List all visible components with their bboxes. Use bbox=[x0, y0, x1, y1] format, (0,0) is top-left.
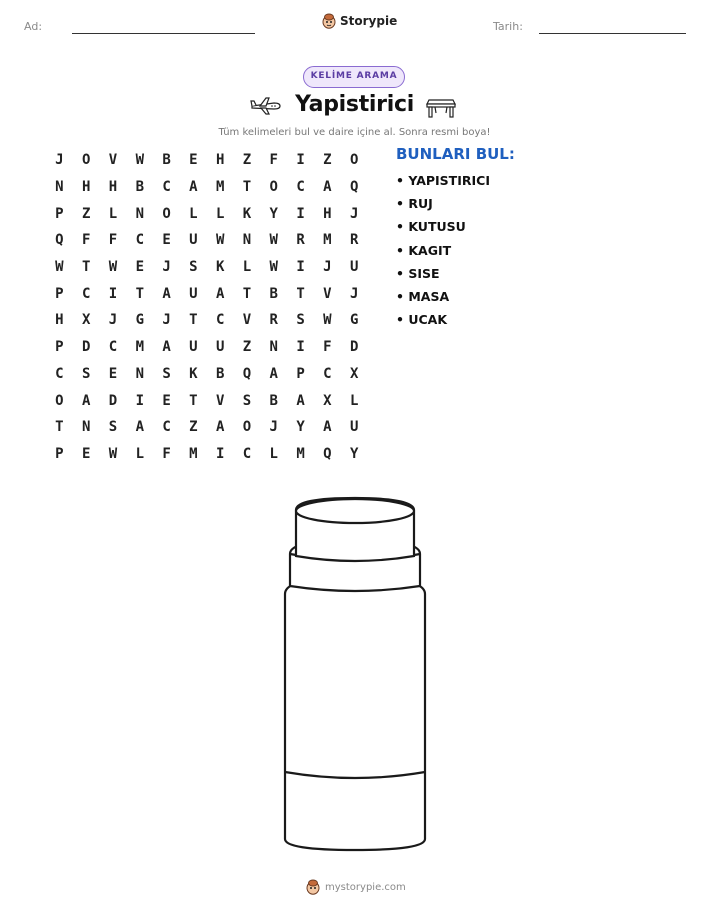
grid-letter[interactable]: E bbox=[135, 259, 144, 276]
grid-letter[interactable]: E bbox=[162, 392, 171, 409]
grid-letter[interactable]: P bbox=[55, 339, 64, 356]
brand-logo bbox=[322, 13, 397, 29]
activity-badge: KELİME ARAMA bbox=[303, 66, 405, 88]
grid-letter[interactable]: T bbox=[242, 179, 252, 196]
grid-letter[interactable]: T bbox=[189, 392, 198, 409]
grid-letter[interactable]: P bbox=[55, 285, 64, 302]
grid-letter[interactable]: C bbox=[162, 419, 171, 436]
grid-letter[interactable]: D bbox=[81, 339, 91, 356]
grid-letter[interactable]: Y bbox=[349, 445, 359, 462]
grid-letter[interactable]: O bbox=[55, 392, 64, 409]
grid-letter[interactable]: B bbox=[269, 392, 278, 409]
storypie-mascot-icon bbox=[306, 879, 320, 895]
grid-letter[interactable]: M bbox=[135, 339, 144, 356]
grid-row bbox=[46, 254, 368, 281]
grid-letter[interactable]: J bbox=[55, 152, 64, 169]
grid-letter[interactable]: A bbox=[162, 285, 171, 302]
grid-letter[interactable]: G bbox=[135, 312, 144, 329]
grid-letter[interactable]: N bbox=[269, 339, 278, 356]
grid-letter[interactable]: K bbox=[215, 259, 225, 276]
grid-letter[interactable]: L bbox=[215, 205, 225, 222]
grid-letter[interactable]: U bbox=[189, 232, 198, 249]
grid-letter[interactable]: S bbox=[162, 365, 171, 382]
grid-letter[interactable]: U bbox=[349, 259, 359, 276]
grid-letter[interactable]: J bbox=[108, 312, 118, 329]
grid-letter[interactable]: A bbox=[135, 419, 144, 436]
grid-letter[interactable]: N bbox=[135, 365, 144, 382]
grid-letter[interactable]: Q bbox=[55, 232, 64, 249]
grid-letter[interactable]: N bbox=[242, 232, 252, 249]
grid-letter[interactable]: W bbox=[108, 259, 118, 276]
grid-letter[interactable]: U bbox=[349, 419, 359, 436]
grid-letter[interactable]: M bbox=[323, 232, 332, 249]
grid-letter[interactable]: D bbox=[108, 392, 118, 409]
title-row bbox=[0, 92, 709, 122]
grid-letter[interactable]: W bbox=[323, 312, 332, 329]
grid-letter[interactable]: A bbox=[81, 392, 91, 409]
grid-letter[interactable]: R bbox=[296, 232, 305, 249]
grid-letter[interactable]: B bbox=[269, 285, 278, 302]
grid-letter[interactable]: M bbox=[215, 179, 225, 196]
grid-letter[interactable]: F bbox=[108, 232, 118, 249]
grid-letter[interactable]: Z bbox=[242, 339, 252, 356]
grid-letter[interactable]: M bbox=[189, 445, 198, 462]
grid-letter[interactable]: I bbox=[296, 152, 305, 169]
grid-letter[interactable]: C bbox=[296, 179, 305, 196]
grid-letter[interactable]: D bbox=[349, 339, 359, 356]
grid-letter[interactable]: X bbox=[323, 392, 332, 409]
grid-letter[interactable]: E bbox=[162, 232, 171, 249]
table-icon bbox=[426, 94, 456, 118]
grid-letter[interactable]: O bbox=[81, 152, 91, 169]
grid-row bbox=[46, 280, 368, 307]
grid-letter[interactable]: J bbox=[349, 285, 359, 302]
word-item: • YAPISTIRICI bbox=[396, 173, 490, 188]
grid-row bbox=[46, 307, 368, 334]
grid-letter[interactable]: T bbox=[189, 312, 198, 329]
grid-letter[interactable]: F bbox=[162, 445, 171, 462]
grid-letter[interactable]: L bbox=[349, 392, 359, 409]
grid-row bbox=[46, 414, 368, 441]
grid-letter[interactable]: J bbox=[162, 312, 171, 329]
grid-letter[interactable]: A bbox=[323, 179, 332, 196]
grid-letter[interactable]: R bbox=[269, 312, 278, 329]
grid-letter[interactable]: G bbox=[349, 312, 359, 329]
grid-letter[interactable]: W bbox=[215, 232, 225, 249]
word-list bbox=[396, 171, 490, 333]
grid-letter[interactable]: U bbox=[215, 339, 225, 356]
grid-letter[interactable]: J bbox=[162, 259, 171, 276]
grid-letter[interactable]: H bbox=[81, 179, 91, 196]
grid-letter[interactable]: T bbox=[296, 285, 305, 302]
grid-letter[interactable]: L bbox=[135, 445, 144, 462]
grid-letter[interactable]: H bbox=[323, 205, 332, 222]
grid-letter[interactable]: J bbox=[349, 205, 359, 222]
grid-letter[interactable]: E bbox=[189, 152, 198, 169]
grid-letter[interactable]: A bbox=[215, 285, 225, 302]
grid-letter[interactable]: V bbox=[242, 312, 252, 329]
grid-letter[interactable]: O bbox=[162, 205, 171, 222]
grid-letter[interactable]: R bbox=[349, 232, 359, 249]
grid-letter[interactable]: C bbox=[108, 339, 118, 356]
grid-letter[interactable]: L bbox=[269, 445, 278, 462]
grid-letter[interactable]: O bbox=[242, 419, 252, 436]
grid-letter[interactable]: Q bbox=[242, 365, 252, 382]
grid-row bbox=[46, 334, 368, 361]
glue-stick-illustration bbox=[280, 494, 430, 854]
date-label: Tarih: bbox=[493, 20, 523, 33]
page-title: Yapistirici bbox=[295, 92, 414, 117]
grid-letter[interactable]: E bbox=[108, 365, 118, 382]
grid-letter[interactable]: A bbox=[162, 339, 171, 356]
grid-letter[interactable]: W bbox=[135, 152, 144, 169]
grid-letter[interactable]: F bbox=[81, 232, 91, 249]
grid-letter[interactable]: A bbox=[269, 365, 278, 382]
instructions: Tüm kelimeleri bul ve daire içine al. Sonra resmi boya! bbox=[218, 127, 491, 138]
grid-letter[interactable]: H bbox=[108, 179, 118, 196]
grid-letter[interactable]: W bbox=[269, 259, 278, 276]
grid-row bbox=[46, 387, 368, 414]
grid-letter[interactable]: N bbox=[55, 179, 64, 196]
grid-letter[interactable]: Z bbox=[242, 152, 252, 169]
grid-letter[interactable]: K bbox=[242, 205, 252, 222]
grid-letter[interactable]: C bbox=[135, 232, 144, 249]
grid-letter[interactable]: J bbox=[323, 259, 332, 276]
grid-row bbox=[46, 361, 368, 388]
grid-letter[interactable]: C bbox=[55, 365, 64, 382]
grid-letter[interactable]: X bbox=[81, 312, 91, 329]
grid-letter[interactable]: S bbox=[81, 365, 91, 382]
grid-row bbox=[46, 174, 368, 201]
grid-letter[interactable]: K bbox=[189, 365, 198, 382]
word-item: • KUTUSU bbox=[396, 219, 466, 235]
grid-letter[interactable]: I bbox=[296, 339, 305, 356]
grid-letter[interactable]: T bbox=[135, 285, 144, 302]
grid-letter[interactable]: O bbox=[269, 179, 278, 196]
grid-letter[interactable]: I bbox=[108, 285, 118, 302]
grid-letter[interactable]: P bbox=[55, 445, 64, 462]
grid-letter[interactable]: A bbox=[323, 419, 332, 436]
grid-letter[interactable]: N bbox=[135, 205, 144, 222]
grid-letter[interactable]: F bbox=[323, 339, 332, 356]
grid-letter[interactable]: T bbox=[55, 419, 64, 436]
word-item: • UCAK bbox=[396, 312, 448, 328]
grid-letter[interactable]: O bbox=[349, 152, 359, 169]
grid-row bbox=[46, 147, 368, 174]
grid-letter[interactable]: M bbox=[296, 445, 305, 462]
grid-letter[interactable]: J bbox=[269, 419, 278, 436]
grid-letter[interactable]: C bbox=[162, 179, 171, 196]
grid-letter[interactable]: L bbox=[189, 205, 198, 222]
word-item: • KAGIT bbox=[396, 242, 452, 258]
grid-letter[interactable]: P bbox=[296, 365, 305, 382]
grid-letter[interactable]: L bbox=[242, 259, 252, 276]
grid-letter[interactable]: Z bbox=[189, 419, 198, 436]
grid-letter[interactable]: N bbox=[81, 419, 91, 436]
grid-letter[interactable]: E bbox=[81, 445, 91, 462]
grid-letter[interactable]: U bbox=[189, 339, 198, 356]
grid-letter[interactable]: Q bbox=[323, 445, 332, 462]
grid-letter[interactable]: W bbox=[269, 232, 278, 249]
word-item: • MASA bbox=[396, 288, 450, 304]
grid-letter[interactable]: C bbox=[81, 285, 91, 302]
grid-letter[interactable]: Q bbox=[349, 179, 359, 196]
grid-letter[interactable]: W bbox=[108, 445, 118, 462]
grid-letter[interactable]: I bbox=[135, 392, 144, 409]
word-search-grid bbox=[46, 147, 368, 467]
grid-letter[interactable]: A bbox=[296, 392, 305, 409]
grid-letter[interactable]: H bbox=[55, 312, 64, 329]
grid-letter[interactable]: X bbox=[349, 365, 359, 382]
grid-letter[interactable]: C bbox=[242, 445, 252, 462]
grid-letter[interactable]: W bbox=[55, 259, 64, 276]
grid-letter[interactable]: F bbox=[269, 152, 278, 169]
footer-site: mystorypie.com bbox=[325, 881, 406, 893]
word-list-title: BUNLARI BUL: bbox=[396, 145, 515, 163]
grid-letter[interactable]: S bbox=[108, 419, 118, 436]
grid-letter[interactable]: Z bbox=[81, 205, 91, 222]
brand-name: Storypie bbox=[340, 14, 398, 28]
word-item: • SISE bbox=[396, 265, 440, 281]
grid-letter[interactable]: T bbox=[242, 285, 252, 302]
grid-row bbox=[46, 441, 368, 468]
grid-letter[interactable]: T bbox=[81, 259, 91, 276]
grid-row bbox=[46, 200, 368, 227]
grid-letter[interactable]: V bbox=[215, 392, 225, 409]
grid-letter[interactable]: B bbox=[215, 365, 225, 382]
grid-letter[interactable]: V bbox=[108, 152, 118, 169]
grid-letter[interactable]: S bbox=[189, 259, 198, 276]
grid-letter[interactable]: C bbox=[215, 312, 225, 329]
grid-letter[interactable]: I bbox=[215, 445, 225, 462]
grid-letter[interactable]: S bbox=[296, 312, 305, 329]
grid-letter[interactable]: H bbox=[215, 152, 225, 169]
grid-letter[interactable]: B bbox=[162, 152, 171, 169]
word-item: • RUJ bbox=[396, 196, 433, 212]
grid-letter[interactable]: A bbox=[189, 179, 198, 196]
grid-letter[interactable]: B bbox=[135, 179, 144, 196]
date-line bbox=[539, 33, 686, 34]
grid-letter[interactable]: I bbox=[296, 205, 305, 222]
grid-letter[interactable]: U bbox=[189, 285, 198, 302]
storypie-mascot-icon bbox=[322, 13, 336, 29]
name-label: Ad: bbox=[24, 20, 43, 33]
grid-letter[interactable]: C bbox=[323, 365, 332, 382]
footer bbox=[306, 879, 406, 895]
grid-letter[interactable]: I bbox=[296, 259, 305, 276]
grid-row bbox=[46, 227, 368, 254]
grid-letter[interactable]: Z bbox=[323, 152, 332, 169]
grid-letter[interactable]: P bbox=[55, 205, 64, 222]
grid-letter[interactable]: V bbox=[323, 285, 332, 302]
grid-letter[interactable]: L bbox=[108, 205, 118, 222]
grid-letter[interactable]: A bbox=[215, 419, 225, 436]
grid-letter[interactable]: S bbox=[242, 392, 252, 409]
grid-letter[interactable]: Y bbox=[296, 419, 305, 436]
name-line bbox=[72, 33, 255, 34]
grid-letter[interactable]: Y bbox=[269, 205, 278, 222]
